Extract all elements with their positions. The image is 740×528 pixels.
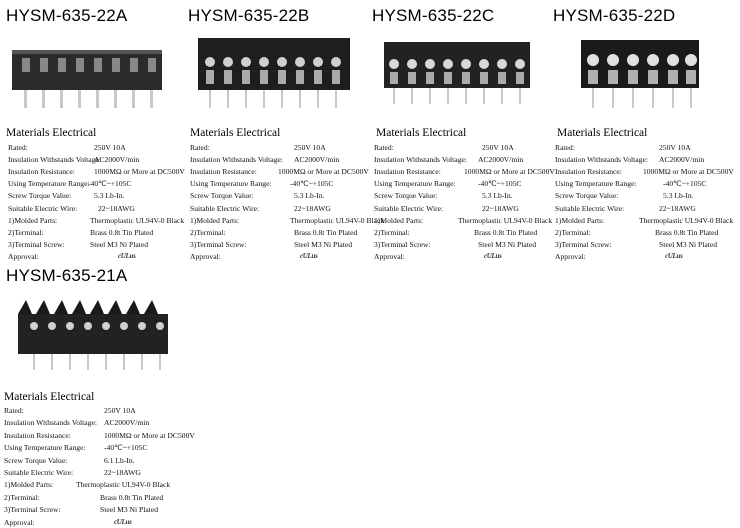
spec-value: 1000MΩ or More at DC500V xyxy=(278,167,369,177)
spec-value: Thermoplastic UL94V-0 Black xyxy=(458,215,553,225)
spec-row xyxy=(8,143,188,153)
spec-row xyxy=(374,143,554,153)
spec-value: 22~18AWG xyxy=(104,468,141,477)
spec-row xyxy=(190,252,370,262)
spec-label: Insulation Withstands Voltage: xyxy=(8,155,101,165)
spec-value: 5.3 Lb-In. xyxy=(294,191,325,201)
product-title: HYSM-635-22D xyxy=(553,6,676,25)
spec-value: Steel M3 Ni Plated xyxy=(294,239,353,249)
spec-row xyxy=(4,493,184,503)
spec-label: Insulation Resistance: xyxy=(4,430,71,440)
spec-row xyxy=(4,480,184,490)
spec-row xyxy=(555,191,735,201)
spec-row xyxy=(374,167,554,177)
spec-row xyxy=(4,443,184,453)
spec-value: AC2000V/min xyxy=(94,155,140,165)
spec-row xyxy=(190,191,370,201)
spec-value: 250V 10A xyxy=(104,406,136,415)
spec-label: Approval: xyxy=(8,251,39,261)
spec-label: Suitable Electric Wire: xyxy=(374,203,444,213)
spec-value: AC2000V/min xyxy=(294,155,340,165)
spec-value: 6.1 Lb-In. xyxy=(104,455,135,465)
spec-label: 1)Molded Parts: xyxy=(4,480,54,490)
section-heading: Materials Electrical xyxy=(6,127,97,139)
spec-value: 1000MΩ or More at DC500V xyxy=(104,430,195,440)
spec-row xyxy=(190,228,370,238)
spec-value: Brass 0.8t Tin Plated xyxy=(294,227,358,237)
spec-value: Thermoplastic UL94V-0 Black xyxy=(639,215,734,225)
spec-row xyxy=(555,143,735,153)
spec-label: Using Temperature Range: xyxy=(555,179,637,189)
spec-row xyxy=(190,143,370,153)
spec-label: Insulation Resistance: xyxy=(374,167,441,177)
ul-approval-mark: cULus xyxy=(114,517,132,526)
spec-label: Using Temperature Range: xyxy=(4,443,86,453)
terminal-block-photo xyxy=(12,294,172,374)
spec-value: 250V 10A xyxy=(482,143,514,152)
spec-value: 1000MΩ or More at DC500V xyxy=(464,167,555,177)
spec-row xyxy=(190,215,385,226)
spec-value: 22~18AWG xyxy=(482,203,519,213)
ul-approval-mark: cULus xyxy=(484,251,502,260)
spec-value: 22~18AWG xyxy=(659,203,696,213)
spec-label: Screw Torque Value: xyxy=(374,191,438,201)
spec-row xyxy=(555,179,735,189)
spec-value: Brass 0.8t Tin Plated xyxy=(90,227,154,237)
spec-value: Thermoplastic UL94V-0 Black xyxy=(90,215,185,225)
spec-row xyxy=(4,468,184,478)
spec-value: 22~18AWG xyxy=(98,203,135,213)
ul-approval-mark: cULus xyxy=(300,251,318,260)
spec-value: Thermoplastic UL94V-0 Black xyxy=(76,480,171,490)
spec-row xyxy=(374,155,554,165)
spec-row xyxy=(8,204,188,214)
spec-label: Screw Torque Value: xyxy=(555,191,619,201)
spec-value: -40℃~+105C xyxy=(478,179,522,189)
spec-label: Suitable Electric Wire: xyxy=(4,468,74,477)
spec-label: Screw Torque Value: xyxy=(8,191,72,201)
spec-label: Using Temperature Range: xyxy=(374,179,456,189)
spec-value: 250V 10A xyxy=(659,143,691,152)
terminal-block-photo xyxy=(575,34,705,114)
spec-value: AC2000V/min xyxy=(659,155,705,165)
spec-label: 3)Terminal Screw: xyxy=(190,239,247,249)
product-card-21a xyxy=(4,266,206,527)
spec-label: 2)Terminal: xyxy=(190,227,226,237)
spec-label: Using Temperature Range: xyxy=(190,179,272,189)
spec-row xyxy=(374,179,554,189)
spec-label: Using Temperature Range: xyxy=(8,179,90,189)
product-card-22b xyxy=(188,6,385,261)
spec-value: Steel M3 Ni Plated xyxy=(478,239,537,249)
spec-label: Insulation Resistance: xyxy=(8,167,75,177)
spec-row xyxy=(8,228,188,238)
section-heading: Materials Electrical xyxy=(4,391,95,403)
spec-label: Rated: xyxy=(555,143,575,152)
spec-label: 2)Terminal: xyxy=(4,492,40,502)
spec-label: Insulation Withstands Voltage: xyxy=(374,155,467,165)
product-title: HYSM-635-22B xyxy=(188,6,310,25)
spec-value: 22~18AWG xyxy=(294,203,331,213)
spec-row xyxy=(374,228,554,238)
terminal-block-photo xyxy=(380,36,535,112)
spec-value: -40℃~+105C xyxy=(88,179,132,189)
spec-label: 3)Terminal Screw: xyxy=(4,505,61,515)
spec-label: 1)Molded Parts: xyxy=(8,215,58,225)
spec-row xyxy=(374,191,554,201)
spec-value: Steel M3 Ni Plated xyxy=(659,239,718,249)
terminal-block-photo xyxy=(8,38,168,112)
spec-value: 5.3 Lb-In. xyxy=(482,191,513,201)
section-heading: Materials Electrical xyxy=(190,127,281,139)
spec-row xyxy=(8,216,188,226)
spec-row xyxy=(555,204,735,214)
spec-row xyxy=(4,430,195,441)
spec-label: Approval: xyxy=(190,251,221,261)
spec-label: 3)Terminal Screw: xyxy=(8,239,65,249)
spec-label: Screw Torque Value: xyxy=(190,191,254,201)
spec-label: Rated: xyxy=(190,143,210,152)
spec-label: Suitable Electric Wire: xyxy=(555,203,625,213)
ul-approval-mark: cULus xyxy=(118,251,136,260)
spec-label: 2)Terminal: xyxy=(8,227,44,237)
spec-label: Insulation Withstands Voltage: xyxy=(4,418,97,428)
spec-label: Suitable Electric Wire: xyxy=(8,203,78,213)
spec-value: 5.3 Lb-In. xyxy=(663,191,694,201)
spec-row xyxy=(555,155,735,165)
spec-row xyxy=(8,167,188,177)
spec-label: Insulation Resistance: xyxy=(555,167,622,177)
spec-label: Approval: xyxy=(374,251,405,261)
spec-label: 1)Molded Parts: xyxy=(374,215,424,225)
spec-label: Suitable Electric Wire: xyxy=(190,203,260,213)
spec-row xyxy=(4,418,184,428)
spec-value: 5.3 Lb-In. xyxy=(94,191,125,201)
spec-label: 2)Terminal: xyxy=(374,227,410,237)
spec-label: Screw Torque Value: xyxy=(4,455,68,465)
spec-label: 1)Molded Parts: xyxy=(555,215,605,225)
spec-label: Rated: xyxy=(374,143,394,152)
spec-label: 1)Molded Parts: xyxy=(190,215,240,225)
spec-row xyxy=(555,216,735,226)
spec-row xyxy=(374,240,554,250)
product-title: HYSM-635-22A xyxy=(6,6,128,25)
product-title: HYSM-635-21A xyxy=(6,266,128,285)
spec-value: Thermoplastic UL94V-0 Black xyxy=(290,215,385,225)
spec-row xyxy=(8,240,188,250)
spec-row xyxy=(4,505,184,515)
spec-row xyxy=(4,456,184,466)
section-heading: Materials Electrical xyxy=(557,127,648,139)
spec-row xyxy=(8,252,188,262)
spec-value: Steel M3 Ni Plated xyxy=(100,505,159,515)
spec-row xyxy=(555,167,735,177)
spec-label: Insulation Withstands Voltage: xyxy=(190,155,283,165)
spec-row xyxy=(4,518,184,528)
spec-value: Brass 0.8t Tin Plated xyxy=(100,492,164,502)
spec-value: 250V 10A xyxy=(94,143,126,152)
spec-row xyxy=(8,191,188,201)
spec-row xyxy=(555,228,735,238)
spec-label: Rated: xyxy=(8,143,28,152)
spec-value: 250V 10A xyxy=(294,143,326,152)
spec-row xyxy=(374,204,554,214)
spec-value: -40℃~+105C xyxy=(663,179,707,189)
product-title: HYSM-635-22C xyxy=(372,6,495,25)
spec-label: Rated: xyxy=(4,406,24,415)
spec-row xyxy=(374,216,554,226)
product-card-22a xyxy=(6,6,186,261)
spec-row xyxy=(8,155,188,165)
spec-row xyxy=(555,240,735,250)
spec-label: 3)Terminal Screw: xyxy=(555,239,612,249)
spec-value: 1000MΩ or More at DC500V xyxy=(643,167,734,177)
spec-row xyxy=(555,252,735,262)
spec-value: Brass 0.8t Tin Plated xyxy=(474,227,538,237)
terminal-block-photo xyxy=(194,32,354,112)
spec-value: -40℃~+105C xyxy=(104,443,148,453)
spec-row xyxy=(190,155,370,165)
spec-row xyxy=(8,179,188,189)
spec-value: AC2000V/min xyxy=(104,418,150,428)
section-heading: Materials Electrical xyxy=(376,127,467,139)
spec-value: -40℃~+105C xyxy=(290,179,334,189)
spec-value: AC2000V/min xyxy=(478,155,524,165)
spec-label: Insulation Resistance: xyxy=(190,167,257,177)
ul-approval-mark: cULus xyxy=(665,251,683,260)
spec-label: 2)Terminal: xyxy=(555,227,591,237)
spec-row xyxy=(4,406,184,416)
spec-label: 3)Terminal Screw: xyxy=(374,239,431,249)
product-card-22c xyxy=(372,6,557,261)
spec-row xyxy=(190,167,370,177)
spec-label: Approval: xyxy=(555,251,586,261)
spec-value: 1000MΩ or More at DC500V xyxy=(94,167,185,177)
spec-row xyxy=(190,179,370,189)
spec-label: Approval: xyxy=(4,517,35,527)
spec-value: Brass 0.8t Tin Plated xyxy=(655,227,719,237)
product-card-22d xyxy=(553,6,738,261)
spec-label: Insulation Withstands Voltage: xyxy=(555,155,648,165)
spec-row xyxy=(190,204,370,214)
spec-row xyxy=(374,252,554,262)
spec-value: Steel M3 Ni Plated xyxy=(90,239,149,249)
spec-row xyxy=(190,240,370,250)
